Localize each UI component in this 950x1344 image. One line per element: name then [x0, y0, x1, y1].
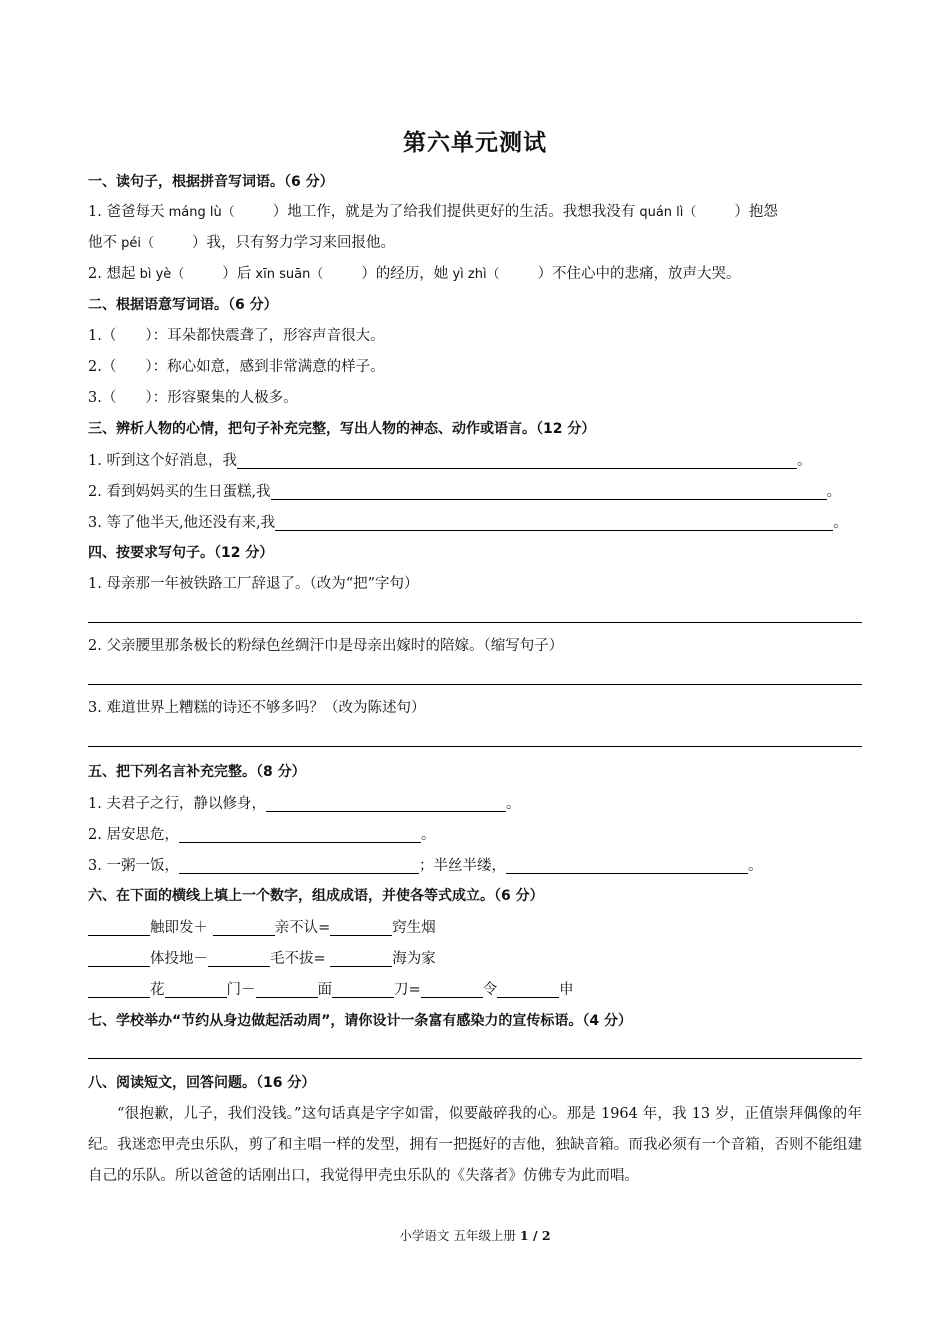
reading-passage: “很抱歉，儿子，我们没钱。”这句话真是字字如雷，似要敲碎我的心。那是 1964 年，我 13 岁，正值崇拜偶像的年纪。我迷恋甲壳虫乐队，剪了和主唱一样的发型，拥有一把挺好的吉他，独缺音箱。而我必须有一个音箱，否则不能组建自己的乐队。所以爸爸的话刚出口，我觉得甲壳虫乐队的《失落者》仿佛专为此而唱。: [88, 1106, 862, 1184]
pinyin-xin-suan: xīn suān（: [251, 267, 324, 282]
s6-row-1: [88, 917, 436, 938]
s3-item-1: [88, 450, 811, 471]
s1-q2-text-c: ）的经历，她: [361, 266, 449, 282]
s1-q1-text-b: ）地工作，就是为了给我们提供更好的生活。我想我没有: [272, 204, 636, 220]
s1-q1-text-d: 他不: [88, 235, 117, 251]
pinyin-yi-zhi: yì zhì（: [448, 267, 500, 282]
number-blank[interactable]: [88, 952, 150, 967]
s6-row-2: [88, 948, 436, 969]
s5-item-2-text: 2. 居安思危，: [88, 827, 179, 843]
number-blank[interactable]: [421, 983, 483, 998]
s3-item-2: [88, 481, 841, 502]
page-number: 1 / 2: [519, 1228, 551, 1243]
s2-item-3: 3.（ ）：形容聚集的人极多。: [88, 390, 298, 406]
s1-q2-text-a: 2. 想起: [88, 266, 136, 282]
section-5-heading: 五、把下列名言补充完整。（8 分）: [88, 764, 306, 780]
s1-q2-text-b: ）后: [222, 266, 252, 282]
number-blank[interactable]: [208, 952, 270, 967]
answer-blank[interactable]: [179, 828, 421, 843]
s1-q1-text-e: ）我，只有努力学习来回报他。: [192, 235, 395, 251]
s6-row-3: [88, 979, 574, 1000]
s1-q2-line: [88, 264, 741, 285]
answer-blank[interactable]: [179, 859, 419, 874]
s2-item-2: 2.（ ）：称心如意，感到非常满意的样子。: [88, 359, 385, 375]
number-blank[interactable]: [330, 952, 392, 967]
s3-item-3-text: 3. 等了他半天,他还没有来,我: [88, 515, 276, 531]
s1-q1-text-c: ）抱怨: [734, 204, 778, 220]
s1-q1-text-a: 1. 爸爸每天: [88, 204, 165, 220]
section-7-heading: 七、学校举办“节约从身边做起活动周”，请你设计一条富有感染力的宣传标语。（4 分）: [88, 1013, 633, 1029]
period: 。: [833, 515, 848, 531]
section-3-heading: 三、辨析人物的心情，把句子补充完整，写出人物的神态、动作或语言。（12 分）: [88, 421, 596, 437]
number-blank[interactable]: [256, 983, 318, 998]
number-blank[interactable]: [497, 983, 559, 998]
section-8-heading: 八、阅读短文，回答问题。（16 分）: [88, 1075, 316, 1091]
answer-line[interactable]: [88, 1058, 862, 1059]
s4-item-1: 1. 母亲那一年被铁路工厂辞退了。（改为“把”字句）: [88, 576, 419, 592]
answer-line[interactable]: [88, 622, 862, 623]
section-1-heading: 一、读句子，根据拼音写词语。（6 分）: [88, 174, 334, 190]
pinyin-pei: péi（: [117, 236, 154, 251]
answer-line[interactable]: [88, 746, 862, 747]
section-4-heading: 四、按要求写句子。（12 分）: [88, 545, 274, 561]
idiom-part: 门－: [226, 982, 256, 998]
s4-item-2: 2. 父亲腰里那条极长的粉绿色丝绸汗巾是母亲出嫁时的陪嫁。（缩写句子）: [88, 638, 564, 654]
answer-line[interactable]: [88, 684, 862, 685]
s1-q2-text-d: ）不住心中的悲痛，放声大哭。: [537, 266, 741, 282]
section-2-heading: 二、根据语意写词语。（6 分）: [88, 297, 278, 313]
number-blank[interactable]: [88, 983, 150, 998]
idiom-part: 触即发＋: [150, 920, 208, 936]
s4-item-3: 3. 难道世界上糟糕的诗还不够多吗？（改为陈述句）: [88, 700, 426, 716]
section-6-heading: 六、在下面的横线上填上一个数字，组成成语，并使各等式成立。（6 分）: [88, 888, 544, 904]
footer-subject: 小学语文: [399, 1228, 450, 1243]
pinyin-quan-li: quán lì（: [635, 205, 697, 220]
number-blank[interactable]: [165, 983, 227, 998]
answer-blank[interactable]: [506, 859, 748, 874]
idiom-part: 刀=: [394, 982, 421, 998]
idiom-part: 体投地－: [150, 951, 208, 967]
number-blank[interactable]: [332, 983, 394, 998]
idiom-part: 海为家: [392, 951, 436, 967]
s5-item-3: [88, 855, 762, 876]
s2-item-1: 1.（ ）：耳朵都快震聋了，形容声音很大。: [88, 328, 385, 344]
answer-blank[interactable]: [266, 797, 506, 812]
s5-item-3-text-a: 3. 一粥一饭，: [88, 858, 179, 874]
answer-blank[interactable]: [271, 485, 827, 500]
s1-q1-line2: [88, 233, 395, 254]
s1-q1-line1: [88, 202, 778, 223]
number-blank[interactable]: [213, 921, 275, 936]
period: 。: [747, 858, 763, 874]
period: 。: [826, 484, 842, 500]
s5-item-3-text-b: ；半丝半缕，: [418, 858, 506, 874]
pinyin-mang-lu: máng lù（: [164, 205, 235, 220]
idiom-part: 申: [559, 982, 574, 998]
idiom-part: 亲不认=: [274, 920, 331, 936]
idiom-part: 花: [150, 982, 165, 998]
footer-grade: 五年级上册: [453, 1228, 516, 1243]
s5-item-2: [88, 824, 435, 845]
answer-blank[interactable]: [275, 516, 833, 531]
number-blank[interactable]: [88, 921, 150, 936]
s5-item-1: [88, 793, 520, 814]
answer-blank[interactable]: [237, 454, 797, 469]
idiom-part: 面: [317, 982, 332, 998]
s3-item-3: [88, 512, 848, 533]
s3-item-2-text: 2. 看到妈妈买的生日蛋糕,我: [88, 484, 271, 500]
period: 。: [420, 827, 436, 843]
period: 。: [796, 453, 812, 469]
idiom-part: 令: [482, 982, 498, 998]
s5-item-1-text: 1. 夫君子之行，静以修身，: [88, 796, 266, 812]
period: 。: [505, 796, 521, 812]
s3-item-1-text: 1. 听到这个好消息，我: [88, 453, 237, 469]
idiom-part: 毛不拔=: [270, 951, 326, 967]
page-footer: [0, 1226, 950, 1244]
page-title: 第六单元测试: [403, 129, 547, 156]
number-blank[interactable]: [330, 921, 392, 936]
idiom-part: 窍生烟: [392, 920, 436, 936]
pinyin-bi-ye: bì yè（: [135, 267, 185, 282]
